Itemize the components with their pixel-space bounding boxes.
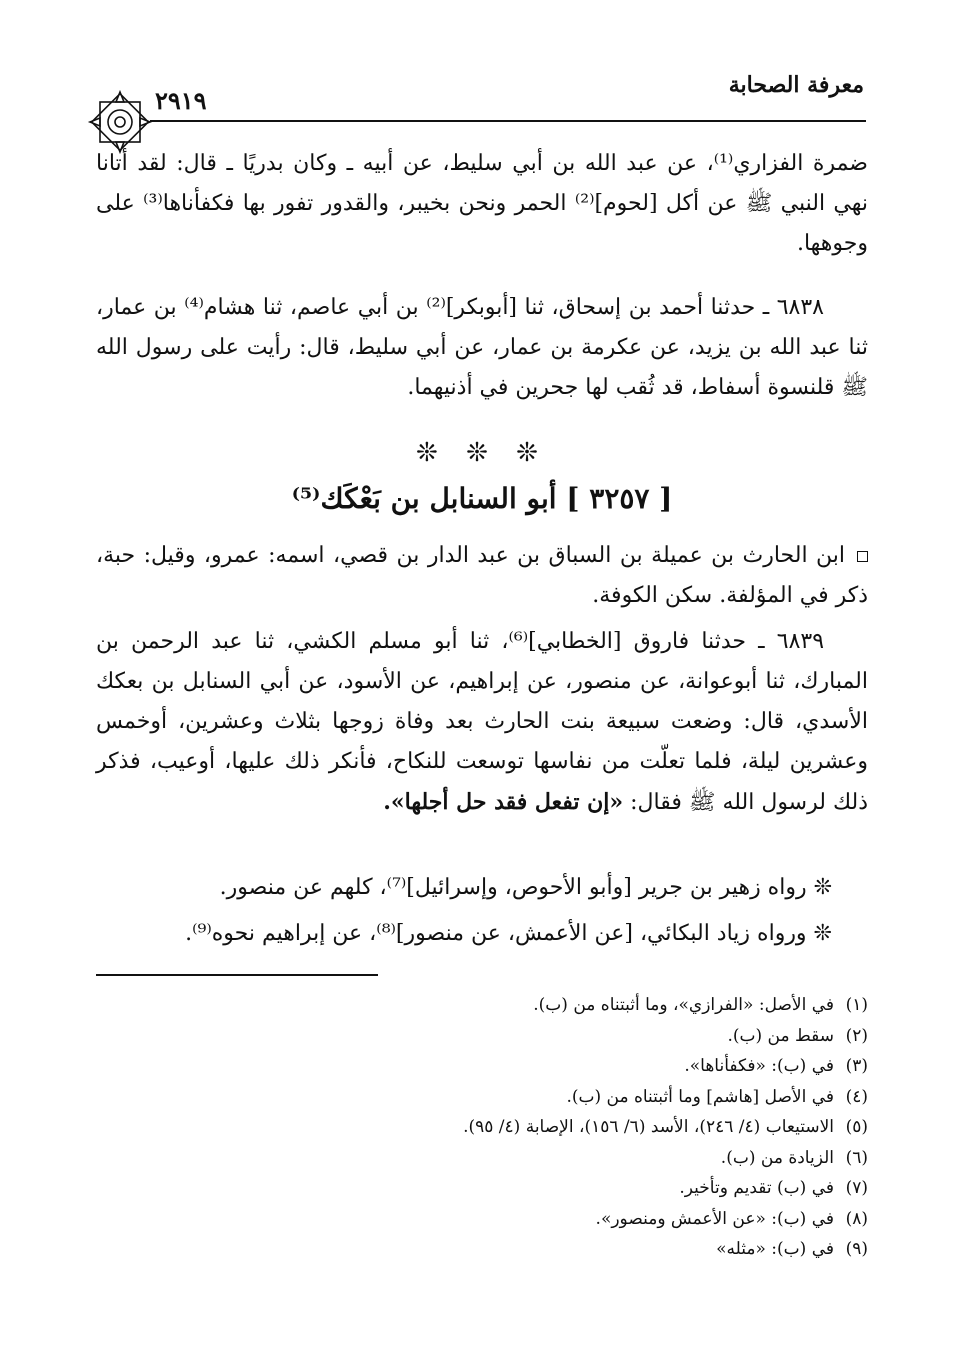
footnote-number: (٢): [845, 1025, 868, 1046]
header-rule: [150, 120, 866, 122]
footnote-text: في (ب) تقديم وتأخير.: [679, 1178, 834, 1198]
narration-note: ❊ رواه زهير بن جرير [وأبو الأحوص، وإسرائيل]⁽⁷⁾، كلهم عن منصور.: [219, 875, 832, 900]
footnote: [96, 1112, 868, 1143]
hadith-number: ٦٨٣٩: [776, 629, 825, 654]
paragraph-continuation: ضمرة الفزاري⁽¹⁾، عن عبد الله بن أبي سليط، عن أبيه ـ وكان بدريًا ـ قال: لقد أتانا نهي النبي ﷺ عن أكل [لحوم]⁽²⁾ الحمر ونحن بخيبر، والقدور تفور بها فكفأناها⁽³⁾ على وجوهها.: [96, 151, 869, 256]
narration-note: ❊ ورواه زياد البكائي، [عن الأعمش، عن منصور]⁽⁸⁾، عن إبراهيم نحوه⁽⁹⁾.: [185, 921, 832, 946]
hadith-text: ـ حدثنا فاروق [الخطابي]⁽⁶⁾، ثنا أبو مسلم الكشي، ثنا عبد الرحمن بن المبارك، ثنا أبوعوانة، عن منصور، عن إبراهيم، عن الأسود، عن أبي السنابل بن بعكك الأسدي، قال: وضعت سبيعة بنت الحارث بعد وفاة زوجها بثلاث وعشرين، أوخمس وعشرين ليلة، فلما تعلّت من نفاسها توسعت للنكاح، فأنكر ذلك عليها، أوعيب، فذكر ذلك لرسول الله ﷺ فقال:: [96, 629, 868, 815]
entry-intro-text: ابن الحارث بن عميلة بن السباق بن عبد الدار بن قصي، اسمه: عمرو، وقيل: حبة، ذكر في المؤلفة. سكن الكوفة.: [96, 543, 868, 608]
hadith-text: ـ حدثنا أحمد بن إسحاق، ثنا [أبوبكر]⁽²⁾ بن أبي عاصم، ثنا هشام⁽⁴⁾ بن عمار، ثنا عبد الله بن يزيد، عن عكرمة بن عمار، عن أبي سليط، قال: رأيت على رسول الله ﷺ قلنسوة أسفاط، قد ثُقب لها جحرين في أذنيهما.: [96, 295, 868, 400]
footnote: [96, 1021, 868, 1052]
footnote-number: (١): [845, 995, 868, 1015]
hadith-number: ٦٨٣٨: [776, 295, 824, 320]
footnote-number: (٣): [845, 1056, 868, 1076]
section-separator: ❊ ❊ ❊: [416, 438, 548, 468]
page-number: ٢٩١٩: [155, 86, 207, 115]
footnote: [96, 1143, 868, 1174]
square-bullet-icon: [857, 551, 868, 562]
footnote: [96, 1204, 868, 1235]
hadith-6838: [96, 288, 868, 408]
entry-heading: [ ٣٢٥٧ ] أبو السنابل بن بَعْكَك⁽⁵⁾: [291, 482, 673, 515]
footnote-rule: [96, 974, 378, 976]
footnote-text: سقط من (ب).: [727, 1025, 834, 1046]
footnote-text: في (ب): «مثله»: [716, 1239, 834, 1259]
footnote-number: (٥): [845, 1117, 868, 1137]
footnote-text: الاستيعاب (٤/ ٢٤٦)، الأسد (٦/ ١٥٦)، الإصابة (٤/ ٩٥).: [463, 1117, 834, 1137]
footnote-text: في (ب): «فكفأناها».: [684, 1056, 834, 1076]
footnote: [96, 1173, 868, 1204]
footnote-number: (٦): [845, 1147, 868, 1168]
footnote: [96, 1082, 868, 1113]
entry-intro: [96, 536, 868, 616]
hadith-quote: «إن تفعل فقد حل أجلها».: [383, 789, 624, 815]
footnote-number: (٨): [845, 1208, 868, 1229]
hadith-6839: [96, 622, 868, 823]
footnote-number: (٤): [845, 1086, 868, 1107]
footnote-text: الزيادة من (ب).: [720, 1147, 834, 1168]
footnote-text: في الأصل: «الفرازي»، وما أثبتناه من (ب).: [533, 995, 834, 1015]
footnote-number: (٩): [845, 1239, 868, 1259]
footnote-number: (٧): [845, 1178, 868, 1198]
footnote: [96, 990, 868, 1021]
running-title: معرفة الصحابة: [728, 72, 864, 98]
footnotes: [96, 990, 868, 1265]
footnote: [96, 1234, 868, 1265]
footnote-text: في (ب): «عن الأعمش ومنصور».: [595, 1208, 834, 1229]
footnote-text: في الأصل [هاشم] وما أثبتناه من (ب).: [566, 1086, 834, 1107]
footnote: [96, 1051, 868, 1082]
